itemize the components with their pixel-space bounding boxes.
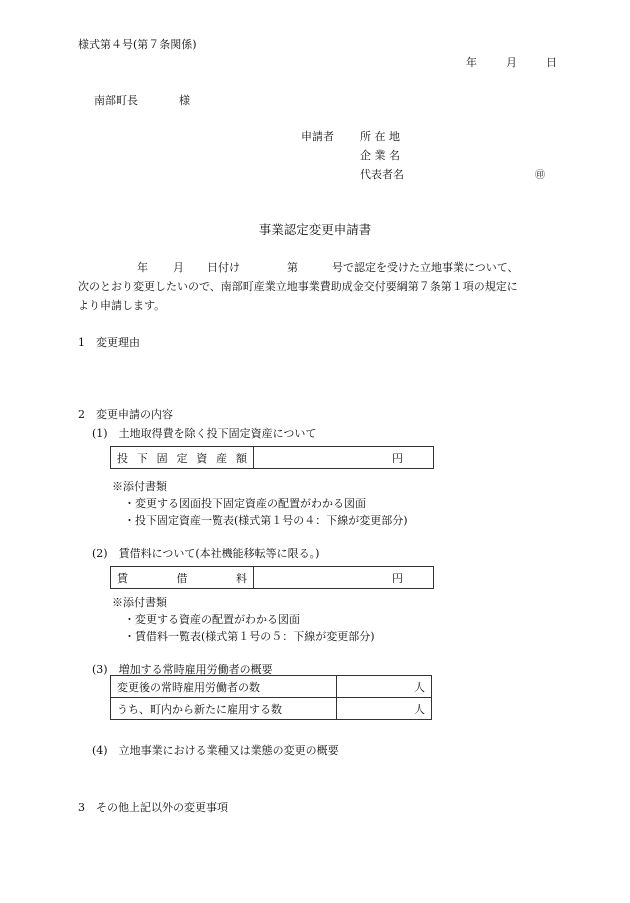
label-char: 借 <box>176 571 188 585</box>
table-row <box>111 698 432 720</box>
form-label: 様式第４号(第７条関係) <box>78 38 197 51</box>
rent-label-cell <box>111 567 254 589</box>
body-dated: 日付け <box>207 261 240 274</box>
sub1-heading: (1) 土地取得費を除く投下固定資産について <box>92 427 317 440</box>
section-change-reason: 1 変更理由 <box>78 336 140 349</box>
applicant-company-label: 企 業 名 <box>360 149 400 162</box>
label-char: 産 <box>216 451 228 465</box>
body-year: 年 <box>137 261 148 274</box>
sub1-attach-item: ・変更する図面投下固定資産の配置がわかる図面 <box>124 497 366 510</box>
label-char: 下 <box>136 451 148 465</box>
label-char: 投 <box>117 451 128 465</box>
date-line <box>466 54 557 70</box>
sub2-heading: (2) 賃借料について(本社機能移転等に限る。) <box>92 547 320 560</box>
addressee <box>94 92 190 108</box>
employees-value-cell[interactable] <box>337 676 432 698</box>
sub2-attach-item: ・変更する資産の配置がわかる図面 <box>124 613 300 626</box>
applicant-label: 申請者 <box>301 130 334 143</box>
rent-value-cell[interactable] <box>254 567 434 589</box>
employees-label-cell: 変更後の常時雇用労働者の数 <box>111 676 337 698</box>
local-hires-label-cell: うち、町内から新たに雇用する数 <box>111 698 337 720</box>
employees-table <box>110 675 432 720</box>
sub4-heading: (4) 立地事業における業種又は業態の変更の概要 <box>92 744 339 757</box>
fixed-assets-label <box>117 450 247 466</box>
body-month: 月 <box>173 261 184 274</box>
local-hires-value-cell[interactable] <box>337 698 432 720</box>
body-number-prefix: 第 <box>287 261 298 274</box>
document-title: 事業認定変更申請書 <box>258 222 372 237</box>
unit-person: 人 <box>414 702 425 716</box>
unit-yen: 円 <box>392 571 403 585</box>
body-line-1 <box>78 259 519 275</box>
table-row <box>111 676 432 698</box>
fixed-assets-label-cell <box>111 447 254 469</box>
addressee-honorific: 様 <box>179 94 190 107</box>
sub2-attach-title: ※添付書類 <box>112 596 167 609</box>
date-year: 年 <box>466 56 477 69</box>
table-row <box>111 567 434 589</box>
seal-mark: ㊞ <box>535 170 545 181</box>
label-char: 固 <box>156 451 168 465</box>
date-month: 月 <box>506 56 517 69</box>
rent-label <box>117 570 247 586</box>
section-other-changes: 3 その他上記以外の変更事項 <box>78 801 228 814</box>
label-char: 定 <box>176 451 188 465</box>
addressee-name: 南部町長 <box>94 94 138 107</box>
date-day: 日 <box>546 56 557 69</box>
applicant-representative-label: 代表者名 <box>360 168 404 181</box>
rent-table <box>110 566 434 589</box>
table-row <box>111 447 434 469</box>
applicant-address-label: 所 在 地 <box>360 130 400 143</box>
label-char: 料 <box>236 571 247 585</box>
unit-yen: 円 <box>392 451 403 465</box>
label-char: 賃 <box>117 571 128 585</box>
label-char: 資 <box>196 451 208 465</box>
body-line-3: より申請します。 <box>78 299 166 312</box>
fixed-assets-table <box>110 446 434 469</box>
sub1-attach-item: ・投下固定資産一覧表(様式第１号の４：下線が変更部分) <box>124 514 408 527</box>
unit-person: 人 <box>414 680 425 694</box>
label-char: 額 <box>235 451 247 465</box>
fixed-assets-value-cell[interactable] <box>254 447 434 469</box>
sub1-attach-title: ※添付書類 <box>112 480 167 493</box>
body-line-2: 次のとおり変更したいので、南部町産業立地事業費助成金交付要綱第７条第１項の規定に <box>78 280 518 293</box>
sub2-attach-item: ・賃借料一覧表(様式第１号の５：下線が変更部分) <box>124 630 375 643</box>
sub3-heading: (3) 増加する常時雇用労働者の概要 <box>92 663 273 676</box>
body-number-suffix: 号で認定を受けた立地事業について、 <box>332 261 519 274</box>
section-change-content: 2 変更申請の内容 <box>78 408 173 421</box>
